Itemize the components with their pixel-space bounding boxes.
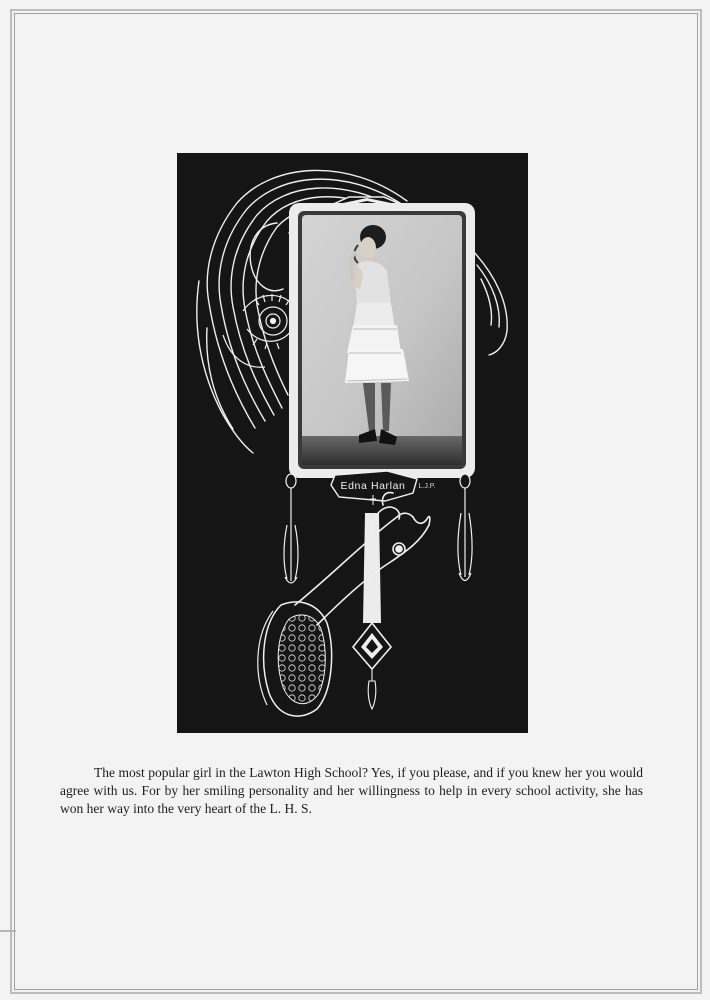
caption-paragraph: The most popular girl in the Lawton High School? Yes, if you please, and if you knew her you would agree with us. For by her smiling personality and her willingness to help in every school activity, she has won her way into the very heart of the L. H. S.: [60, 764, 643, 816]
artist-initials: L.J.P.: [418, 483, 436, 490]
margin-mark: [0, 930, 16, 932]
plaque-name: Edna Harlan: [340, 480, 406, 492]
portrait-illustration: [177, 153, 528, 733]
